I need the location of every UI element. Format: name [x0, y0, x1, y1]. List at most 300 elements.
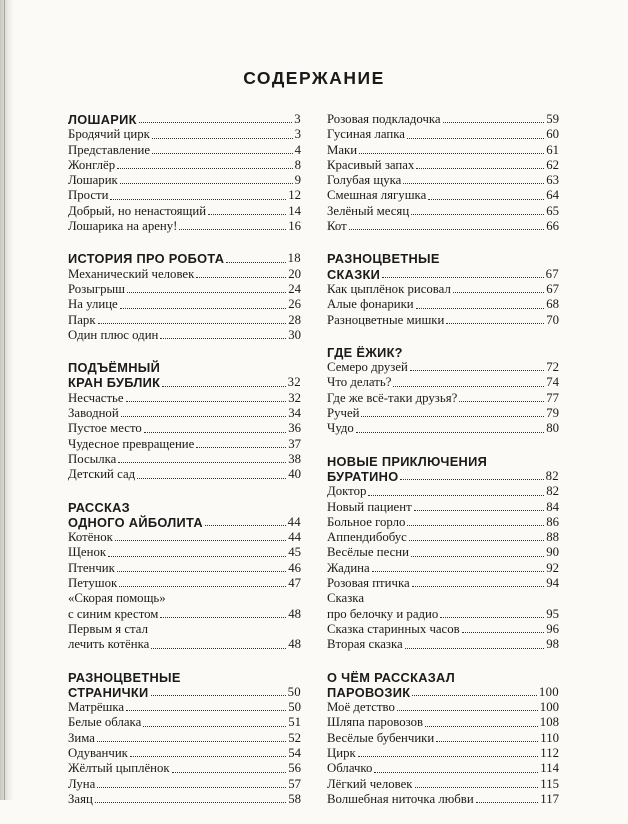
- toc-section: [68, 112, 301, 234]
- dot-leader: [416, 168, 544, 169]
- toc-entry[interactable]: [68, 391, 301, 406]
- entry-title: Смешная лягушка: [327, 188, 427, 203]
- page-number: 114: [540, 761, 559, 776]
- section-heading-line: ПОДЪЁМНЫЙ: [68, 360, 161, 376]
- dot-leader: [97, 741, 286, 742]
- page-number: 37: [288, 436, 301, 451]
- dot-leader: [126, 710, 286, 711]
- toc-entry[interactable]: [327, 173, 559, 188]
- page-number: 66: [546, 219, 559, 234]
- toc-entry[interactable]: [68, 545, 301, 560]
- dot-leader: [411, 214, 544, 215]
- toc-entry[interactable]: [327, 204, 559, 219]
- dot-leader: [126, 401, 287, 402]
- section-heading-line: О ЧЁМ РАССКАЗАЛ: [327, 669, 456, 685]
- dot-leader: [440, 617, 544, 618]
- dot-leader: [120, 308, 286, 309]
- page-number: 80: [546, 421, 559, 436]
- page-number: 18: [287, 251, 301, 266]
- entry-title: Семеро друзей: [327, 360, 408, 375]
- dot-leader: [459, 401, 544, 402]
- page-number: 74: [546, 375, 559, 390]
- toc-entry[interactable]: [327, 406, 559, 421]
- dot-leader: [416, 308, 545, 309]
- page-number: 14: [288, 203, 301, 218]
- page-number: 50: [288, 700, 301, 715]
- section-heading-entry[interactable]: [327, 267, 559, 282]
- entry-title: Посылка: [68, 451, 117, 466]
- dot-leader: [349, 229, 544, 230]
- entry-title: На улице: [68, 297, 118, 312]
- entry-title: Новый пациент: [327, 499, 412, 514]
- page-title: СОДЕРЖАНИЕ: [243, 68, 385, 88]
- page-number: 92: [546, 560, 559, 575]
- toc-entry[interactable]: [327, 500, 559, 515]
- dot-leader: [108, 556, 286, 557]
- page-number: 36: [288, 421, 301, 436]
- section-heading-entry[interactable]: [327, 469, 559, 484]
- dot-leader: [410, 370, 544, 371]
- toc-entry[interactable]: [68, 204, 301, 219]
- toc-entry[interactable]: [327, 622, 559, 637]
- entry-title: Чудесное превращение: [68, 436, 195, 451]
- entry-title: Один плюс один: [68, 327, 159, 342]
- dot-leader: [361, 416, 544, 417]
- dot-leader: [196, 447, 286, 448]
- page-number: 28: [288, 312, 301, 327]
- dot-leader: [428, 199, 544, 200]
- entry-title: Как цыплёнок рисовал: [327, 281, 451, 296]
- dot-leader: [160, 338, 286, 339]
- section-heading-line: ГДЕ ЁЖИК?: [327, 344, 403, 360]
- section-heading-entry[interactable]: [68, 375, 301, 390]
- dot-leader: [415, 787, 539, 788]
- dot-leader: [98, 323, 287, 324]
- dot-leader: [412, 695, 537, 696]
- entry-title: Матрёшка: [68, 700, 125, 715]
- toc-section: [327, 112, 559, 234]
- entry-title-line: Сказка: [327, 591, 364, 606]
- page-number: 51: [288, 715, 301, 730]
- page-number: 77: [546, 390, 559, 405]
- section-heading-line: РАССКАЗ: [68, 499, 130, 515]
- dot-leader: [110, 199, 286, 200]
- toc-section: [327, 251, 559, 327]
- dot-leader: [453, 292, 544, 293]
- page-number: 54: [288, 745, 301, 760]
- entry-title: Вторая сказка: [327, 637, 403, 652]
- toc-entry[interactable]: [327, 731, 559, 746]
- dot-leader: [412, 586, 545, 587]
- dot-leader: [118, 462, 286, 463]
- toc-section: [327, 670, 559, 808]
- dot-leader: [425, 726, 538, 727]
- page-number: 70: [546, 312, 559, 327]
- toc-entry[interactable]: [327, 530, 559, 545]
- toc-entry[interactable]: [68, 746, 301, 761]
- page-number: 30: [288, 327, 301, 342]
- dot-leader: [393, 386, 544, 387]
- toc-entry[interactable]: [68, 219, 301, 234]
- dot-leader: [407, 525, 544, 526]
- page-number: 58: [288, 791, 301, 806]
- dot-leader: [208, 214, 286, 215]
- entry-title: Жонглёр: [68, 157, 116, 172]
- entry-title: Лёгкий человек: [327, 776, 413, 791]
- toc-entry[interactable]: [68, 700, 301, 715]
- entry-title: Заяц: [68, 791, 93, 806]
- toc-entry[interactable]: [68, 561, 301, 576]
- entry-title: Розовая подкладочка: [327, 112, 441, 126]
- page-number: 44: [287, 514, 301, 529]
- entry-title: Пустое место: [68, 421, 142, 436]
- dot-leader: [205, 525, 286, 526]
- toc-entry[interactable]: [327, 700, 559, 715]
- toc-section: [68, 251, 301, 343]
- entry-title: Лошарик: [68, 173, 118, 188]
- page-number: 65: [546, 203, 559, 218]
- entry-title: Жёлтый цыплёнок: [68, 761, 170, 776]
- section-heading-entry[interactable]: [68, 515, 301, 530]
- dot-leader: [144, 432, 286, 433]
- page-number: 3: [294, 112, 301, 126]
- entry-title: лечить котёнка: [68, 637, 150, 652]
- dot-leader: [359, 153, 544, 154]
- page-number: 61: [546, 142, 559, 157]
- page-number: 46: [288, 560, 301, 575]
- page-number: 16: [288, 219, 301, 234]
- dot-leader: [95, 802, 286, 803]
- page-number: 8: [294, 157, 301, 172]
- page-number: 94: [546, 576, 559, 591]
- dot-leader: [179, 229, 286, 230]
- dot-leader: [152, 153, 293, 154]
- toc-entry[interactable]: [327, 545, 559, 560]
- toc-entry[interactable]: [327, 375, 559, 390]
- toc-entry[interactable]: [327, 219, 559, 234]
- section-heading-text: СКАЗКИ: [327, 266, 381, 282]
- entry-title: Алые фонарики: [327, 297, 414, 312]
- entry-title: Жадина: [327, 560, 370, 575]
- toc-entry[interactable]: [68, 158, 301, 173]
- page-number: 38: [288, 451, 301, 466]
- dot-leader: [358, 756, 539, 757]
- dot-leader: [436, 741, 538, 742]
- toc-entry[interactable]: [327, 607, 559, 622]
- toc-entry[interactable]: [68, 313, 301, 328]
- toc-entry[interactable]: [68, 267, 301, 282]
- dot-leader: [172, 772, 287, 773]
- toc-entry[interactable]: [68, 777, 301, 792]
- dot-leader: [476, 802, 539, 803]
- toc-entry[interactable]: [68, 607, 301, 622]
- page-number: 115: [540, 776, 559, 791]
- page-number: 44: [288, 530, 301, 545]
- page-number: 48: [288, 637, 301, 652]
- entry-title: Щенок: [68, 545, 107, 560]
- page-number: 32: [288, 390, 301, 405]
- page-number: 62: [546, 157, 559, 172]
- section-heading-text: ЛОШАРИК: [68, 112, 137, 127]
- page-number: 24: [288, 281, 301, 296]
- page-number: 32: [287, 375, 301, 390]
- page-number: 12: [288, 188, 301, 203]
- dot-leader: [411, 556, 544, 557]
- toc-entry[interactable]: [68, 637, 301, 652]
- entry-title: Больное горло: [327, 514, 406, 529]
- page-number: 79: [546, 406, 559, 421]
- page-number: 67: [546, 281, 559, 296]
- dot-leader: [356, 432, 544, 433]
- section-heading-line: РАЗНОЦВЕТНЫЕ: [327, 251, 440, 267]
- entry-title: Бродячий цирк: [68, 127, 150, 142]
- toc-entry[interactable]: [68, 530, 301, 545]
- entry-title: Заводной: [68, 406, 119, 421]
- toc-entry[interactable]: [68, 406, 301, 421]
- toc-entry[interactable]: [68, 467, 301, 482]
- page-number: 4: [294, 142, 301, 157]
- toc-entry[interactable]: [327, 188, 559, 203]
- entry-title: Ручей: [327, 406, 360, 421]
- entry-title: Моё детство: [327, 700, 395, 715]
- entry-title: Детский сад: [68, 467, 136, 482]
- dot-leader: [121, 416, 287, 417]
- toc-entry[interactable]: [68, 188, 301, 203]
- dot-leader: [409, 540, 544, 541]
- page-number: 84: [546, 499, 559, 514]
- entry-title: Чудо: [327, 421, 354, 436]
- toc-entry[interactable]: [68, 421, 301, 436]
- entry-title: Облачко: [327, 761, 373, 776]
- dot-leader: [374, 772, 538, 773]
- toc-entry[interactable]: [68, 127, 301, 142]
- toc-entry[interactable]: [327, 297, 559, 312]
- dot-leader: [120, 183, 293, 184]
- entry-title: Голубая щука: [327, 173, 402, 188]
- toc-entry[interactable]: [68, 576, 301, 591]
- page-number: 3: [294, 127, 301, 142]
- page-number: 57: [288, 776, 301, 791]
- entry-title: Гусиная лапка: [327, 127, 405, 142]
- page-number: 112: [540, 745, 559, 760]
- entry-title: Птенчик: [68, 560, 115, 575]
- page-number: 108: [539, 715, 559, 730]
- toc-entry[interactable]: [68, 282, 301, 297]
- dot-leader: [151, 648, 286, 649]
- toc-entry[interactable]: [327, 127, 559, 142]
- dot-leader: [196, 277, 286, 278]
- entry-title: Розыгрыш: [68, 281, 125, 296]
- entry-title: Белые облака: [68, 715, 142, 730]
- section-heading-entry[interactable]: [327, 685, 559, 700]
- toc-entry[interactable]: [327, 112, 559, 127]
- dot-leader: [382, 277, 543, 278]
- dot-leader: [414, 510, 545, 511]
- toc-entry[interactable]: [68, 437, 301, 452]
- section-heading-text: КРАН БУБЛИК: [68, 375, 161, 391]
- toc-entry[interactable]: [327, 515, 559, 530]
- dot-leader: [139, 122, 293, 123]
- toc-entry[interactable]: [68, 173, 301, 188]
- section-heading-text: БУРАТИНО: [327, 468, 399, 484]
- dot-leader: [403, 183, 544, 184]
- dot-leader: [226, 262, 285, 263]
- entry-title: Прости: [68, 188, 109, 203]
- entry-title: Механический человек: [68, 266, 195, 281]
- page-number: 117: [540, 791, 559, 806]
- entry-title: Представление: [68, 142, 151, 157]
- page-number: 88: [546, 530, 559, 545]
- page-number: 82: [546, 484, 559, 499]
- entry-title: Луна: [68, 776, 96, 791]
- page-number: 82: [545, 468, 559, 483]
- entry-title: Петушок: [68, 576, 118, 591]
- entry-title: Разноцветные мишки: [327, 312, 445, 327]
- page-number: 86: [546, 514, 559, 529]
- page-number: 45: [288, 545, 301, 560]
- page-number: 40: [288, 467, 301, 482]
- toc-entry[interactable]: [327, 715, 559, 730]
- toc-entry[interactable]: [327, 158, 559, 173]
- dot-leader: [127, 292, 286, 293]
- dot-leader: [462, 632, 545, 633]
- page-number: 72: [546, 360, 559, 375]
- page-number: 26: [288, 297, 301, 312]
- dot-leader: [119, 586, 286, 587]
- page-number: 59: [546, 112, 559, 126]
- entry-title: Что делать?: [327, 375, 392, 390]
- page-number: 48: [288, 606, 301, 621]
- dot-leader: [446, 323, 544, 324]
- page-number: 34: [288, 406, 301, 421]
- toc-entry[interactable]: [68, 297, 301, 312]
- section-heading-line: РАЗНОЦВЕТНЫЕ: [68, 669, 181, 685]
- page-number: 68: [546, 297, 559, 312]
- toc-entry[interactable]: [327, 561, 559, 576]
- entry-title: Лошарика на арену!: [68, 219, 178, 234]
- section-heading-entry[interactable]: [68, 251, 301, 266]
- entry-title: Цирк: [327, 745, 356, 760]
- dot-leader: [143, 726, 286, 727]
- entry-title: Несчастье: [68, 390, 124, 405]
- page-number: 52: [288, 730, 301, 745]
- page-number: 96: [546, 621, 559, 636]
- toc-entry[interactable]: [327, 143, 559, 158]
- entry-title: с синим крестом: [68, 606, 159, 621]
- page-number: 95: [546, 606, 559, 621]
- section-heading-entry[interactable]: [68, 685, 301, 700]
- dot-leader: [372, 571, 544, 572]
- page-number: 90: [546, 545, 559, 560]
- entry-title: Сказка старинных часов: [327, 621, 460, 636]
- dot-leader: [130, 756, 286, 757]
- toc-entry[interactable]: [327, 576, 559, 591]
- toc-entry[interactable]: [327, 761, 559, 776]
- toc-entry[interactable]: [327, 313, 559, 328]
- toc-entry[interactable]: [327, 637, 559, 652]
- toc-entry[interactable]: [68, 761, 301, 776]
- entry-title: Одуванчик: [68, 745, 128, 760]
- entry-title: Парк: [68, 312, 96, 327]
- page-number: 9: [294, 173, 301, 188]
- dot-leader: [117, 571, 286, 572]
- entry-title: Розовая птичка: [327, 576, 410, 591]
- entry-title: Аппендибобус: [327, 530, 407, 545]
- section-heading-text: ПАРОВОЗИК: [327, 684, 411, 700]
- book-spine-edge: [4, 0, 5, 800]
- toc-entry[interactable]: [327, 360, 559, 375]
- entry-title: Котёнок: [68, 530, 113, 545]
- dot-leader: [137, 478, 286, 479]
- page-number: 60: [546, 127, 559, 142]
- toc-entry[interactable]: [68, 731, 301, 746]
- toc-section: [68, 360, 301, 482]
- toc-section: [327, 345, 559, 437]
- page-number: 100: [539, 700, 559, 715]
- toc-section: [68, 670, 301, 808]
- dot-leader: [151, 695, 286, 696]
- entry-title: Весёлые песни: [327, 545, 409, 560]
- dot-leader: [162, 386, 285, 387]
- toc-entry[interactable]: [68, 452, 301, 467]
- section-heading-entry[interactable]: [68, 112, 301, 127]
- toc-entry[interactable]: [327, 391, 559, 406]
- toc-section: [327, 454, 559, 653]
- entry-title: Маки: [327, 142, 358, 157]
- page-number: 67: [545, 266, 559, 281]
- dot-leader: [117, 168, 292, 169]
- toc-entry[interactable]: [327, 484, 559, 499]
- dot-leader: [400, 479, 543, 480]
- toc-entry[interactable]: [68, 328, 301, 343]
- dot-leader: [152, 138, 293, 139]
- toc-right-column: [327, 112, 559, 824]
- entry-title: Зелёный месяц: [327, 203, 410, 218]
- page-number: 98: [546, 637, 559, 652]
- entry-title: Весёлые бубенчики: [327, 730, 435, 745]
- toc-left-column: [68, 112, 301, 824]
- toc-section: [68, 500, 301, 653]
- entry-title: Кот: [327, 219, 347, 234]
- page-number: 64: [546, 188, 559, 203]
- page-number: 100: [538, 684, 559, 699]
- toc-entry[interactable]: [327, 282, 559, 297]
- entry-title: Добрый, но ненастоящий: [68, 203, 207, 218]
- entry-title: Шляпа паровозов: [327, 715, 424, 730]
- entry-title: Зима: [68, 730, 95, 745]
- page-number: 110: [540, 730, 559, 745]
- toc-entry[interactable]: [327, 746, 559, 761]
- page-number: 20: [288, 266, 301, 281]
- section-heading-line: НОВЫЕ ПРИКЛЮЧЕНИЯ: [327, 453, 488, 469]
- page-number: 63: [546, 173, 559, 188]
- toc-entry[interactable]: [68, 143, 301, 158]
- toc-entry[interactable]: [327, 777, 559, 792]
- entry-title: про белочку и радио: [327, 606, 439, 621]
- toc-entry[interactable]: [327, 421, 559, 436]
- dot-leader: [97, 787, 286, 788]
- dot-leader: [405, 648, 545, 649]
- dot-leader: [115, 540, 286, 541]
- entry-title: Доктор: [327, 484, 367, 499]
- dot-leader: [443, 122, 545, 123]
- toc-entry[interactable]: [68, 715, 301, 730]
- section-heading-text: СТРАНИЧКИ: [68, 684, 149, 700]
- page-number: 56: [288, 761, 301, 776]
- section-heading-text: ОДНОГО АЙБОЛИТА: [68, 514, 203, 530]
- dot-leader: [397, 710, 538, 711]
- entry-title: Красивый запах: [327, 157, 415, 172]
